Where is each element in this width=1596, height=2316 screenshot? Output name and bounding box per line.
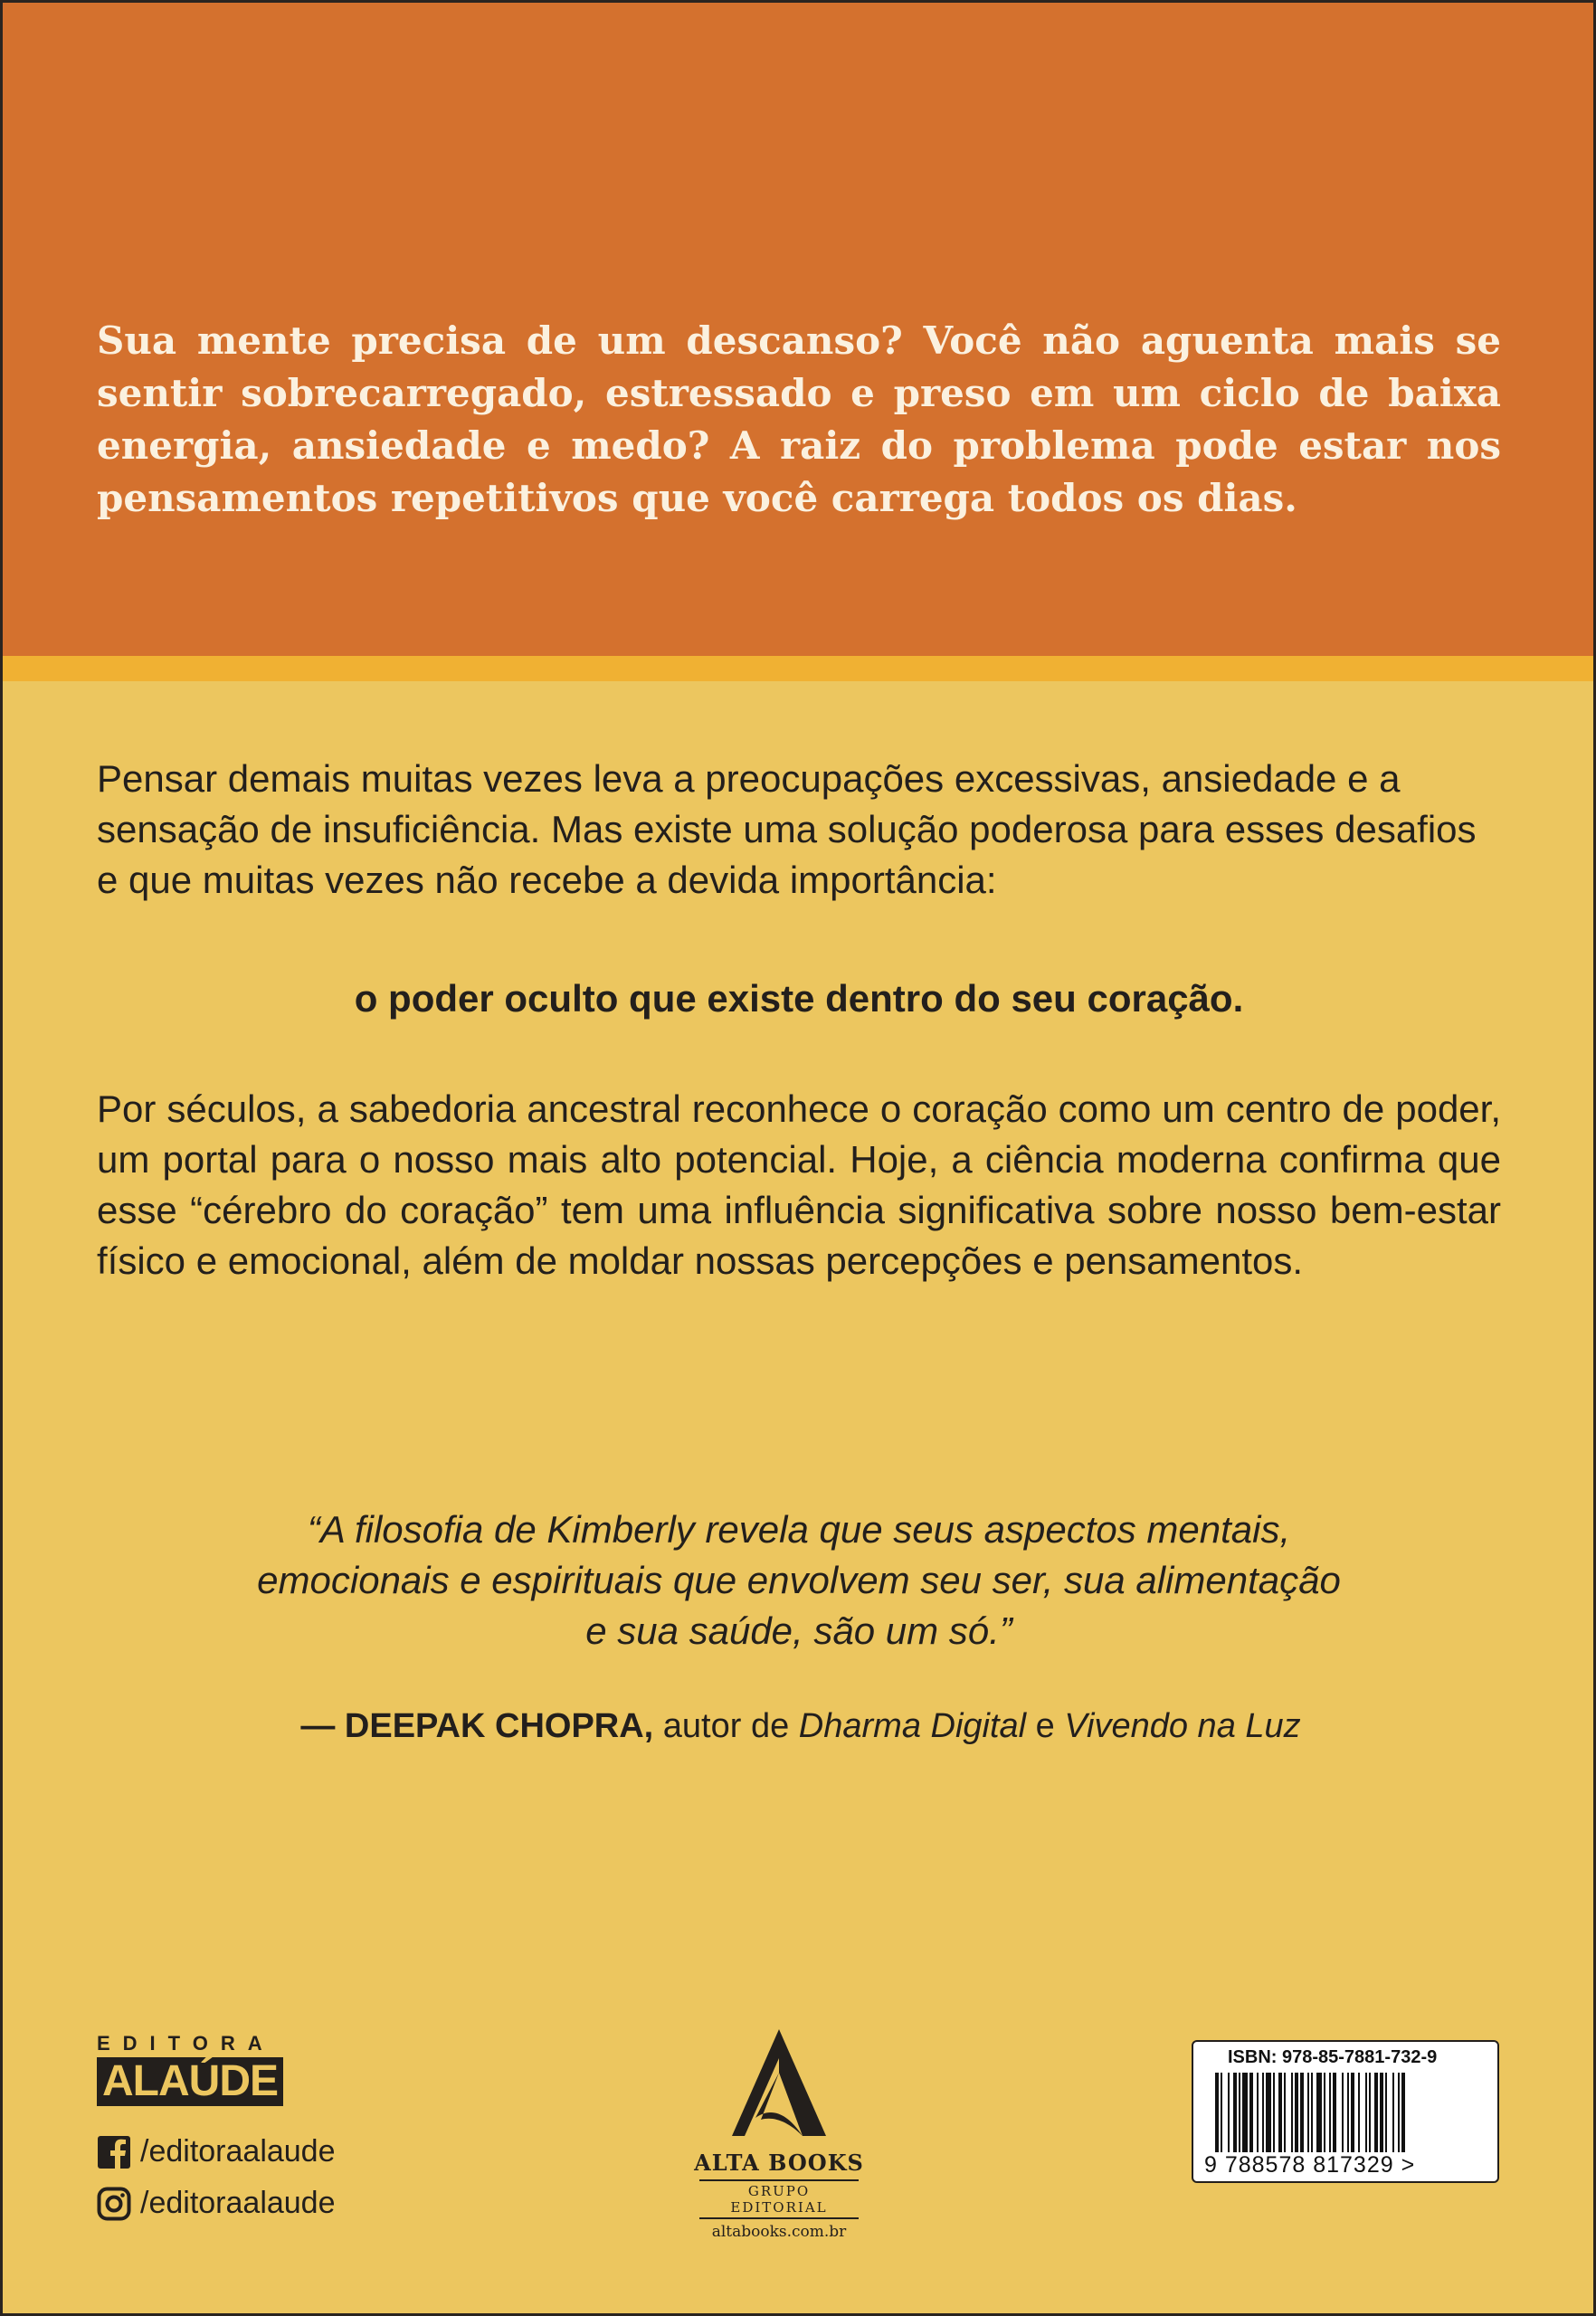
paragraph-1: Pensar demais muitas vezes leva a preocupações excessivas, ansiedade e a sensação de insuficiência. Mas existe uma solução poderosa para esses desafios e que muitas vezes não recebe a devida importância:	[97, 757, 1477, 901]
attribution-prefix: autor de	[653, 1707, 799, 1745]
facebook-handle: /editoraalaude	[140, 2134, 336, 2169]
imprint-url: altabooks.com.br	[711, 2223, 847, 2241]
barcode-bar	[1351, 2073, 1354, 2152]
barcode-bar	[1342, 2073, 1344, 2152]
barcode-bar	[1266, 2073, 1271, 2152]
barcode-bar	[1369, 2073, 1371, 2152]
barcode-bar	[1311, 2073, 1313, 2152]
facebook-icon	[97, 2135, 131, 2169]
barcode-bar	[1228, 2073, 1230, 2152]
barcode-bar	[1284, 2073, 1286, 2152]
attribution-conj: e	[1026, 1707, 1065, 1745]
imprint-subtitle: GRUPO EDITORIAL	[699, 2179, 859, 2219]
barcode-bar	[1257, 2073, 1259, 2152]
facebook-link[interactable]	[97, 2134, 386, 2169]
barcode-bar	[1291, 2073, 1293, 2152]
barcode-bar	[1239, 2073, 1240, 2152]
barcode-bar	[1278, 2073, 1282, 2152]
quote-attribution	[97, 1704, 1505, 1749]
publisher-logo	[97, 2032, 314, 2106]
intro-text: Sua mente precisa de um descanso? Você não aguenta mais se sentir sobrecarregado, estressado e preso em um ciclo de baixa energia, ansiedade e medo? A raiz do problema pode estar nos pensamentos repetitivos que você carrega todos os dias.	[97, 318, 1501, 520]
barcode-bar	[1273, 2073, 1275, 2152]
isbn-number: ISBN: 978-85-7881-732-9	[1228, 2047, 1438, 2067]
barcode-bar	[1215, 2073, 1219, 2152]
barcode-bar	[1398, 2073, 1400, 2152]
barcode-bar	[1221, 2073, 1222, 2152]
barcode-bar	[1365, 2073, 1367, 2152]
barcode-digits: 9 788578 817329 >	[1204, 2152, 1416, 2178]
barcode-bar	[1385, 2073, 1387, 2152]
barcode-bar	[1401, 2073, 1405, 2152]
highlight-text: o poder oculto que existe dentro do seu coração.	[354, 977, 1244, 1020]
publisher-name: ALAÚDE	[97, 2057, 283, 2106]
imprint-logo	[689, 2026, 869, 2241]
barcode-bar	[1333, 2073, 1336, 2152]
barcode-bar	[1307, 2073, 1309, 2152]
barcode-bar	[1262, 2073, 1264, 2152]
instagram-handle: /editoraalaude	[140, 2186, 336, 2220]
book-title-2: Vivendo na Luz	[1064, 1707, 1301, 1745]
barcode-bar	[1358, 2073, 1360, 2152]
endorsement-quote: “A filosofia de Kimberly revela que seus aspectos mentais, emocionais e espirituais que envolvem seu ser, sua alimentação e sua saúde, são um só.”	[257, 1508, 1341, 1652]
accent-stripe	[3, 656, 1593, 681]
barcode-bar	[1242, 2073, 1248, 2152]
book-title-1: Dharma Digital	[798, 1707, 1027, 1745]
instagram-link[interactable]	[97, 2186, 386, 2221]
barcode-bar	[1392, 2073, 1394, 2152]
barcode-bar	[1324, 2073, 1325, 2152]
barcode-bar	[1347, 2073, 1349, 2152]
barcode-bar	[1374, 2073, 1378, 2152]
barcode-bar	[1300, 2073, 1304, 2152]
quote-author: — DEEPAK CHOPRA,	[300, 1707, 654, 1745]
instagram-icon	[97, 2187, 131, 2221]
barcode-bar	[1380, 2073, 1383, 2152]
isbn-barcode	[1192, 2040, 1499, 2183]
imprint-name: ALTA BOOKS	[694, 2150, 864, 2176]
barcode-bar	[1249, 2073, 1253, 2152]
publisher-label: EDITORA	[97, 2032, 275, 2055]
barcode-bar	[1295, 2073, 1298, 2152]
barcode-bars	[1215, 2073, 1479, 2152]
paragraph-2: Por séculos, a sabedoria ancestral reconhece o coração como um centro de poder, um portal para o nosso mais alto potencial. Hoje, a ciência moderna confirma que esse “cérebro do coração” tem uma influência significativa sobre nosso bem-estar físico e emocional, além de moldar nossas percepções e pensamentos.	[97, 1087, 1501, 1282]
barcode-bar	[1316, 2073, 1322, 2152]
barcode-bar	[1329, 2073, 1331, 2152]
imprint-emblem-icon	[725, 2026, 833, 2143]
barcode-bar	[1233, 2073, 1237, 2152]
